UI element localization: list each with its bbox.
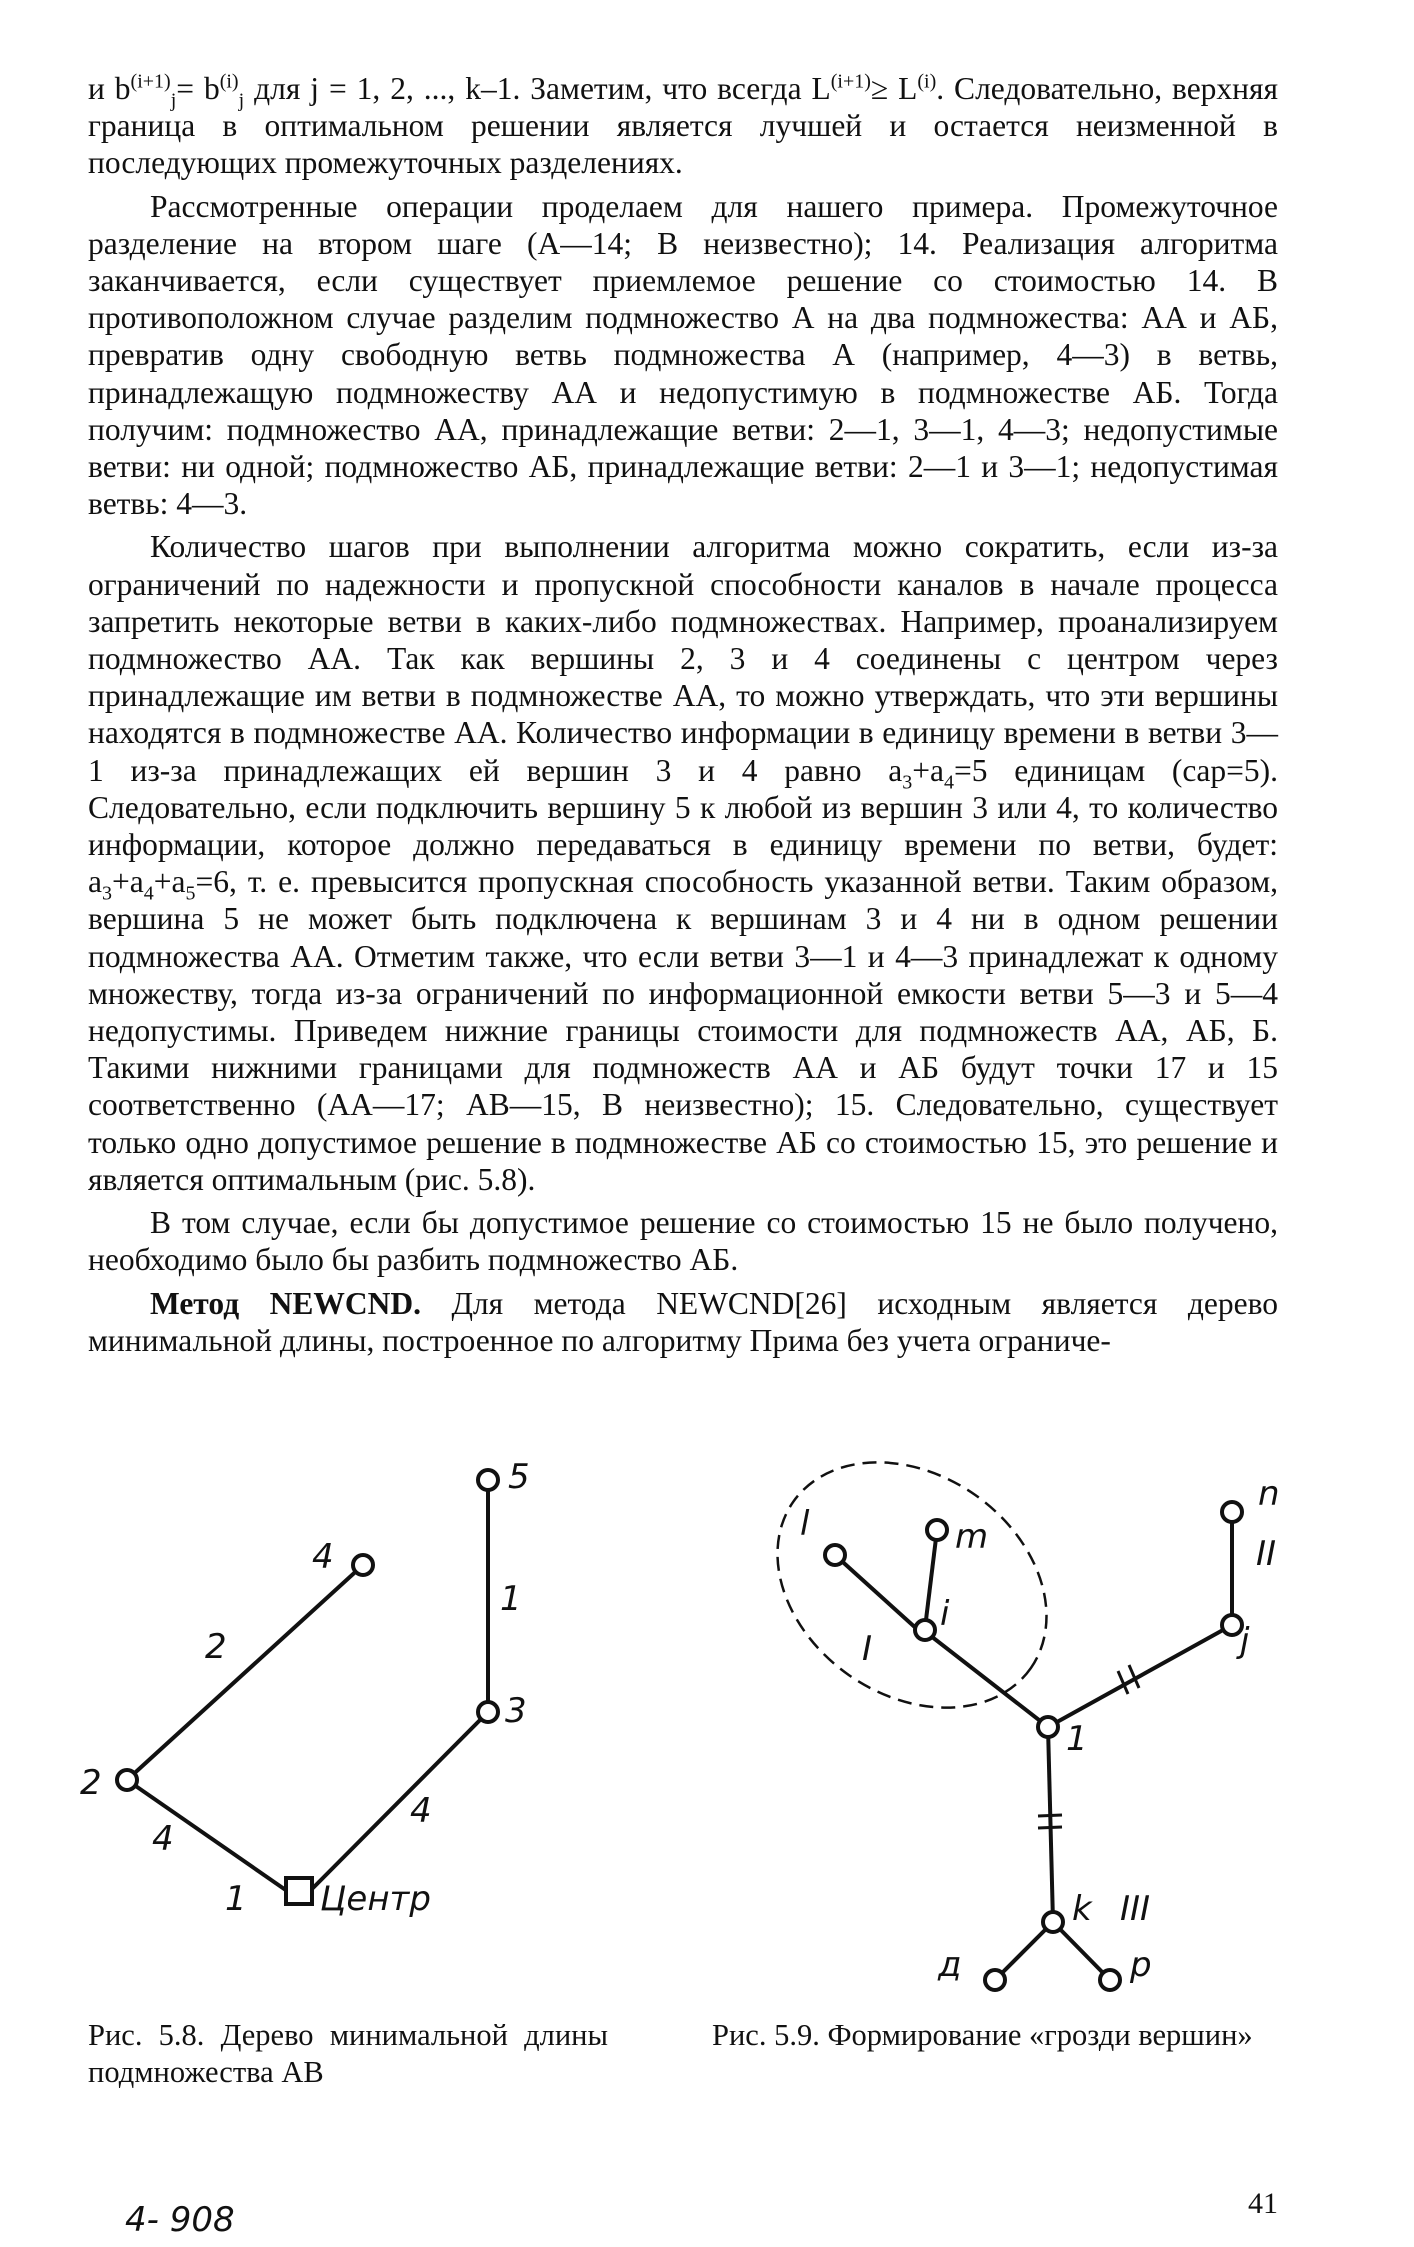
edge-l-i — [835, 1555, 918, 1630]
label-node-j: j — [1240, 1621, 1250, 1661]
figure-5-8 — [117, 1470, 498, 1904]
label-node-m: m — [955, 1517, 989, 1557]
edge-1-k — [1048, 1727, 1053, 1922]
edge-k-p — [1053, 1922, 1110, 1980]
node-i — [915, 1620, 935, 1640]
center-node — [286, 1878, 312, 1904]
label-node-1: 1 — [1066, 1719, 1088, 1759]
label-node-2: 2 — [80, 1763, 102, 1803]
node-5 — [478, 1470, 498, 1490]
node-j — [1222, 1615, 1242, 1635]
label-edge-5-3: 1 — [500, 1579, 522, 1619]
node-3 — [478, 1702, 498, 1722]
label-node-d: д — [938, 1945, 962, 1985]
caption-fig-5-8: Рис. 5.8. Дерево минимальной длины подмножества AB — [88, 2018, 608, 2089]
label-node-3: 3 — [505, 1691, 527, 1731]
label-edge-1-3: 4 — [410, 1791, 432, 1831]
edge-m-i — [925, 1530, 937, 1628]
edge-4-2 — [127, 1565, 363, 1780]
label-node-n: n — [1258, 1474, 1280, 1514]
node-k — [1043, 1912, 1063, 1932]
page-number: 41 — [1248, 2187, 1278, 2220]
label-cluster-I: I — [862, 1629, 873, 1669]
label-node-4: 4 — [312, 1537, 334, 1577]
figure-5-8-labels — [80, 1457, 530, 1919]
node-m — [927, 1520, 947, 1540]
edge-j-1 — [1048, 1625, 1232, 1727]
node-d — [985, 1970, 1005, 1990]
cluster-outline — [730, 1412, 1094, 1759]
label-edge-2-1: 4 — [152, 1819, 174, 1859]
label-center: Центр — [320, 1879, 431, 1919]
paragraph-4: В том случае, если бы допустимое решение со стоимостью 15 не было получено, необходимо было бы разбить подмножество АБ. — [88, 1205, 1278, 1278]
handwritten-mark: 4- 908 — [125, 2200, 235, 2240]
label-edge-4-2: 2 — [205, 1627, 227, 1667]
paragraph-3: Количество шагов при выполнении алгоритма можно сократить, если из-за ограничений по надежности и пропускной способности каналов в начале процесса запретить некоторые ветви в каких-либо подмножествах. Например, проанализируем подмножество АА. Так как вершины 2, 3 и 4 соединены с центром через принадлежащие им ветви в подмножестве АА, то можно утверждать, что эти вершины находятся в подмножестве АА. Количество информации в единицу времени в ветви 3—1 из-за принадлежащих ей вершин 3 и 4 равно $a_3+a_4=5$ единицам (cap=5). Следовательно, если подключить вершину 5 к любой из вершин 3 или 4, то количество информации, которое должно передаваться в единицу времени по ветви, будет: $a_3+a_4+a_5=6$, т. е. превысится пропускная способность указанной ветви. Таким образом, вершина 5 не может быть подключена к вершинам 3 и 4 ни в одном решении подмножества АА. Отметим также, что если ветви 3—1 и 4—3 принадлежат к одному множеству, тогда из-за ограничений по информационной емкости ветви 5—3 и 5—4 недопустимы. Приведем нижние границы стоимости для подмножеств АА, АБ, Б. Такими нижними границами для подмножеств АА и АБ будут точки 17 и 15 соответственно (АА—17; АВ—15, В неизвестно); 15. Следовательно, существует только одно допустимое решение в подмножестве АБ со стоимостью 15, это решение и является оптимальным (рис. 5.8). — [88, 529, 1278, 1197]
node-1 — [1038, 1717, 1058, 1737]
paragraph-5: Метод NEWCND. Для метода NEWCND[26] исходным является дерево минимальной длины, построенное по алгоритму Прима без учета ограниче- — [88, 1285, 1278, 1358]
label-node-l: l — [800, 1504, 810, 1544]
edge-i-1 — [927, 1633, 1048, 1727]
caption-fig-5-9: Рис. 5.9. Формирование «грозди вершин» — [712, 2018, 1253, 2052]
paragraph-1: и $b^{(i+1)}_j= b^{(i)}_j$ для j = 1, 2, ..., k–1. Заметим, что всегда $L^{(i+1)}\ge L^{(i)}$. Следовательно, верхняя граница в оптимальном решении является лучшей и остается неизменной в последующих промежуточных разделениях. — [88, 70, 1279, 181]
node-4 — [353, 1555, 373, 1575]
tick-1-k-a — [1038, 1815, 1062, 1816]
label-node-p: p — [1130, 1945, 1152, 1985]
node-2 — [117, 1770, 137, 1790]
tick-1-k-b — [1038, 1827, 1062, 1828]
label-node-k: k — [1072, 1889, 1092, 1929]
label-node-i: i — [940, 1594, 950, 1634]
paragraph-2: Рассмотренные операции проделаем для нашего примера. Промежуточное разделение на втором шаге (А—14; В неизвестно); 14. Реализация алгоритма заканчивается, если существует приемлемое решение со стоимостью 14. В противоположном случае разделим подмножество А на два подмножества: АА и АБ, превратив одну свободную ветвь подмножества А (например, 4—3) в ветвь, принадлежащую подмножеству АА и недопустимую в подмножестве АБ. Тогда получим: подмножество АА, принадлежащие ветви: 2—1, 3—1, 4—3; недопустимые ветви: ни одной; подмножество АБ, принадлежащие ветви: 2—1 и 3—1; недопустимая ветвь: 4—3. — [88, 188, 1278, 522]
node-p — [1100, 1970, 1120, 1990]
label-node-III: III — [1120, 1889, 1151, 1929]
edge-k-d — [995, 1922, 1053, 1980]
node-n — [1222, 1502, 1242, 1522]
label-node-5: 5 — [508, 1457, 530, 1497]
figure-5-9 — [730, 1412, 1242, 1990]
edge-1-3 — [308, 1712, 488, 1893]
label-node-1: 1 — [225, 1879, 247, 1919]
label-node-II: II — [1256, 1534, 1277, 1574]
node-l — [825, 1545, 845, 1565]
